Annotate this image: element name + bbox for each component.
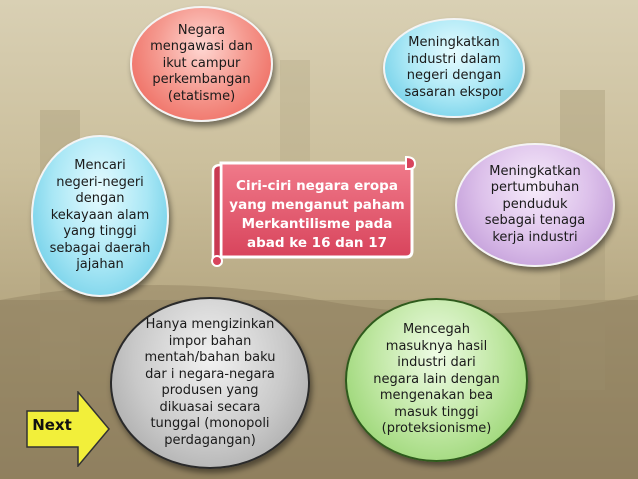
bubble-protectionism-text: Mencegah masuknya hasil industri dari negara lain dengan mengenakan bea masuk tinggi (proteksionisme) [373,322,500,437]
bubble-protectionism [345,298,528,462]
bubble-population-text: Meningkatkan pertumbuhan penduduk sebagai tenaga kerja industri [484,163,586,245]
center-title: Ciri-ciri negara eropa yang menganut paham Merkantilisme pada abad ke 16 dan 17 [229,178,405,251]
bubble-import-monopoly-text: Hanya mengizinkan impor bahan mentah/bahan baku dar i negara-negara produsen yang dikuasai secara tunggal (monopoli perdagangan) [144,317,276,448]
next-button[interactable]: Next [32,416,72,434]
bubble-population [455,143,615,267]
bubble-import-monopoly [110,297,310,469]
bubble-colonies [31,135,169,297]
bubble-export-industry-text: Meningkatkan industri dalam negeri dengan sasaran ekspor [404,35,504,100]
bubble-colonies-text: Mencari negeri-negeri dengan kekayaan alam yang tinggi sebagai daerah jajahan [49,158,151,273]
bubble-etatisme-text: Negara mengawasi dan ikut campur perkembangan (etatisme) [150,22,253,104]
bubble-etatisme [130,6,273,122]
bubble-export-industry [383,18,525,118]
